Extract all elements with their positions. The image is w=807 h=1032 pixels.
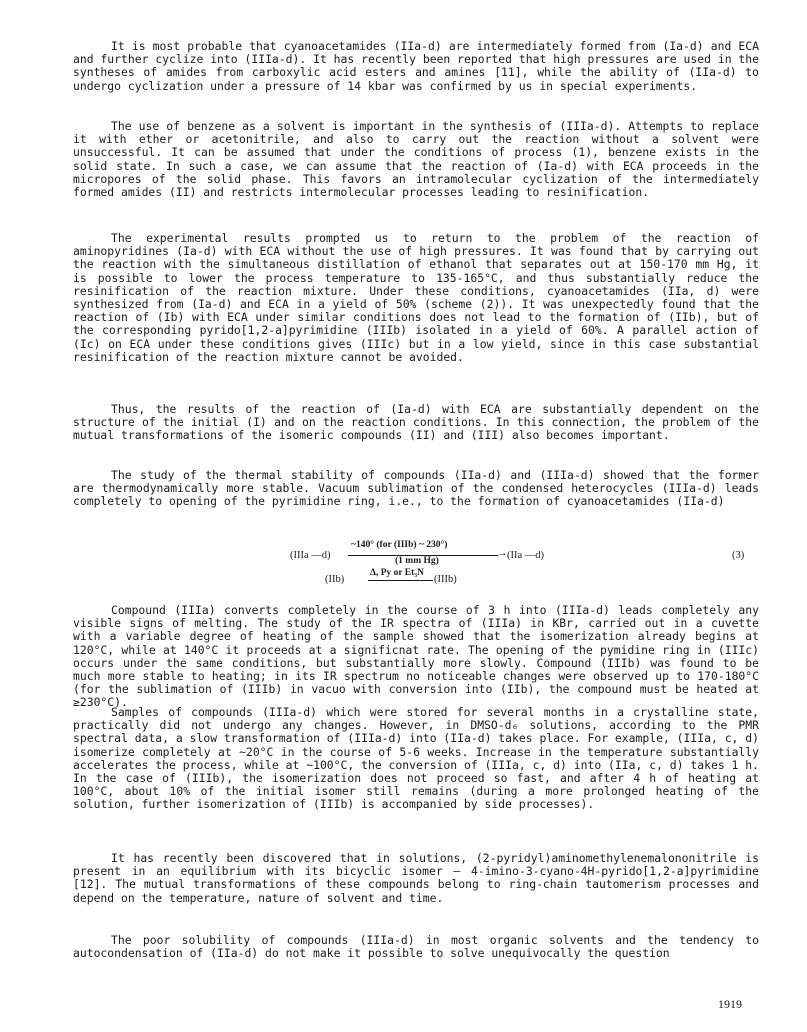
paragraph-5: The study of the thermal stability of compounds (IIa-d) and (IIIa-d) showed that the former are thermodynamically more stable. Vacuum sublimation of the condensed heterocycles (IIIa-d) leads completely to opening of the pyrimidine ring, i.e., to the formation of cyanoacetamides (IIa-d) [73,468,759,509]
paragraph-9: The poor solubility of compounds (IIIa-d) in most organic solvents and the tendency to autocondensation of (IIa-d) do not make it possible to solve unequivocally the question [73,933,759,961]
arrow-head-icon: → [497,548,508,559]
page-number: 1919 [718,997,742,1011]
equation-bottom-condition: (1 mm Hg) [395,556,439,566]
paragraph-3: The experimental results prompted us to return to the problem of the reaction of aminopyridines (Ia-d) with ECA without the use of high pressures. It was found that by carrying out the reaction with the simultaneous distillation of ethanol that separates out at 150-170 mm Hg, it is possible to lower the process temperature to 135-165°C, and thus substantially reduce the resinification of the reaction mixture. Under these conditions, cyanoacetamides (IIa, d) were synthesized from (Ia-d) and ECA in a yield of 50% (scheme (2)). It was unexpectedly found that the reaction of (Ib) with ECA under similar conditions does not lead to the formation of (IIb), but of the corresponding pyrido[1,2-a]pyrimidine (IIIb) isolated in a yield of 60%. A parallel action of (Ic) on ECA under these conditions gives (IIIc) but in a low yield, since in this case substantial resinification of the reaction mixture cannot be avoided. [73,231,759,364]
reaction-equation [0,540,807,592]
equation-second-arrow-line [368,580,433,581]
equation-number: (3) [732,550,745,561]
paragraph-8: It has recently been discovered that in solutions, (2-pyridyl)aminomethylenemalononitrile is present in an equilibrium with its bicyclic isomer — 4-imino-3-cyano-4H-pyrido[1,2-a]pyrimidine [12]. The mutual transformations of these compounds belong to ring-chain tautomerism processes and depend on the temperature, nature of solvent and time. [73,851,759,905]
paragraph-1: It is most probable that cyanoacetamides (IIa-d) are intermediately formed from (Ia-d) and ECA and further cyclize into (IIIa-d). It has recently been reported that high pressures are used in the syntheses of amides from carboxylic acid esters and amines [11], while the ability of (IIa-d) to undergo cyclization under a pressure of 14 kbar was confirmed by us in special experiments. [73,39,759,93]
paragraph-2: The use of benzene as a solvent is important in the synthesis of (IIIa-d). Attempts to replace it with ether or acetonitrile, and also to carry out the reaction without a solvent were unsuccessful. It can be assumed that under the conditions of process (1), benzene exists in the solid state. In such a case, we can assume that the reaction of (Ia-d) with ECA proceeds in the micropores of the solid phase. This favors an intramolecular cyclization of the intermediately formed amides (II) and restricts intermolecular processes leading to resinification. [73,119,759,200]
equation-right: (IIa —d) [507,550,545,561]
equation-second-condition: Δ, Py or Et₃N [370,568,425,578]
equation-second-right: (IIIb) [434,574,457,585]
paragraph-7: Samples of compounds (IIIa-d) which were stored for several months in a crystalline state, practically did not undergo any changes. However, in DMSO-d₆ solutions, according to the PMR spectral data, a slow transformation of (IIIa-d) into (IIa-d) takes place. For example, (IIIa, c, d) isomerize completely at ~20°C in the course of 5-6 weeks. Increase in the temperature substantially accelerates the process, while at ~100°C, the conversion of (IIIa, c, d) into (IIa, c, d) takes 1 h. In the case of (IIIb), the isomerization does not proceed so fast, and after 4 h of heating at 100°C, about 10% of the initial isomer still remains (during a more prolonged heating of the solution, further isomerization of (IIIb) is accompanied by side processes). [73,705,759,812]
equation-second-left: (IIb) [325,574,345,585]
equation-left: (IIIa —d) [290,550,331,561]
paragraph-6: Compound (IIIa) converts completely in the course of 3 h into (IIIa-d) leads completely any visible signs of melting. The study of the IR spectra of (IIIa) in KBr, carried out in a cuvette with a variable degree of heating of the sample showed that the isomerization already begins at 120°C, while at 140°C it proceeds at a significnat rate. The opening of the pymidine ring in (IIIc) occurs under the same conditions, but substantially more slowly. Compound (IIIb) was found to be much more stable to heating; in its IR spectrum no noticeable changes were observed up to 170-180°C (for the sublimation of (IIIb) in vacuo with conversion into (IIb), the compound must be heated at ≥230°C). [73,603,759,710]
paragraph-4: Thus, the results of the reaction of (Ia-d) with ECA are substantially dependent on the structure of the initial (I) and on the reaction conditions. In this connection, the problem of the mutual transformations of the isomeric compounds (II) and (III) also becomes important. [73,402,759,443]
equation-top-condition: ~140° (for (IIIb) ~ 230°) [351,540,448,550]
